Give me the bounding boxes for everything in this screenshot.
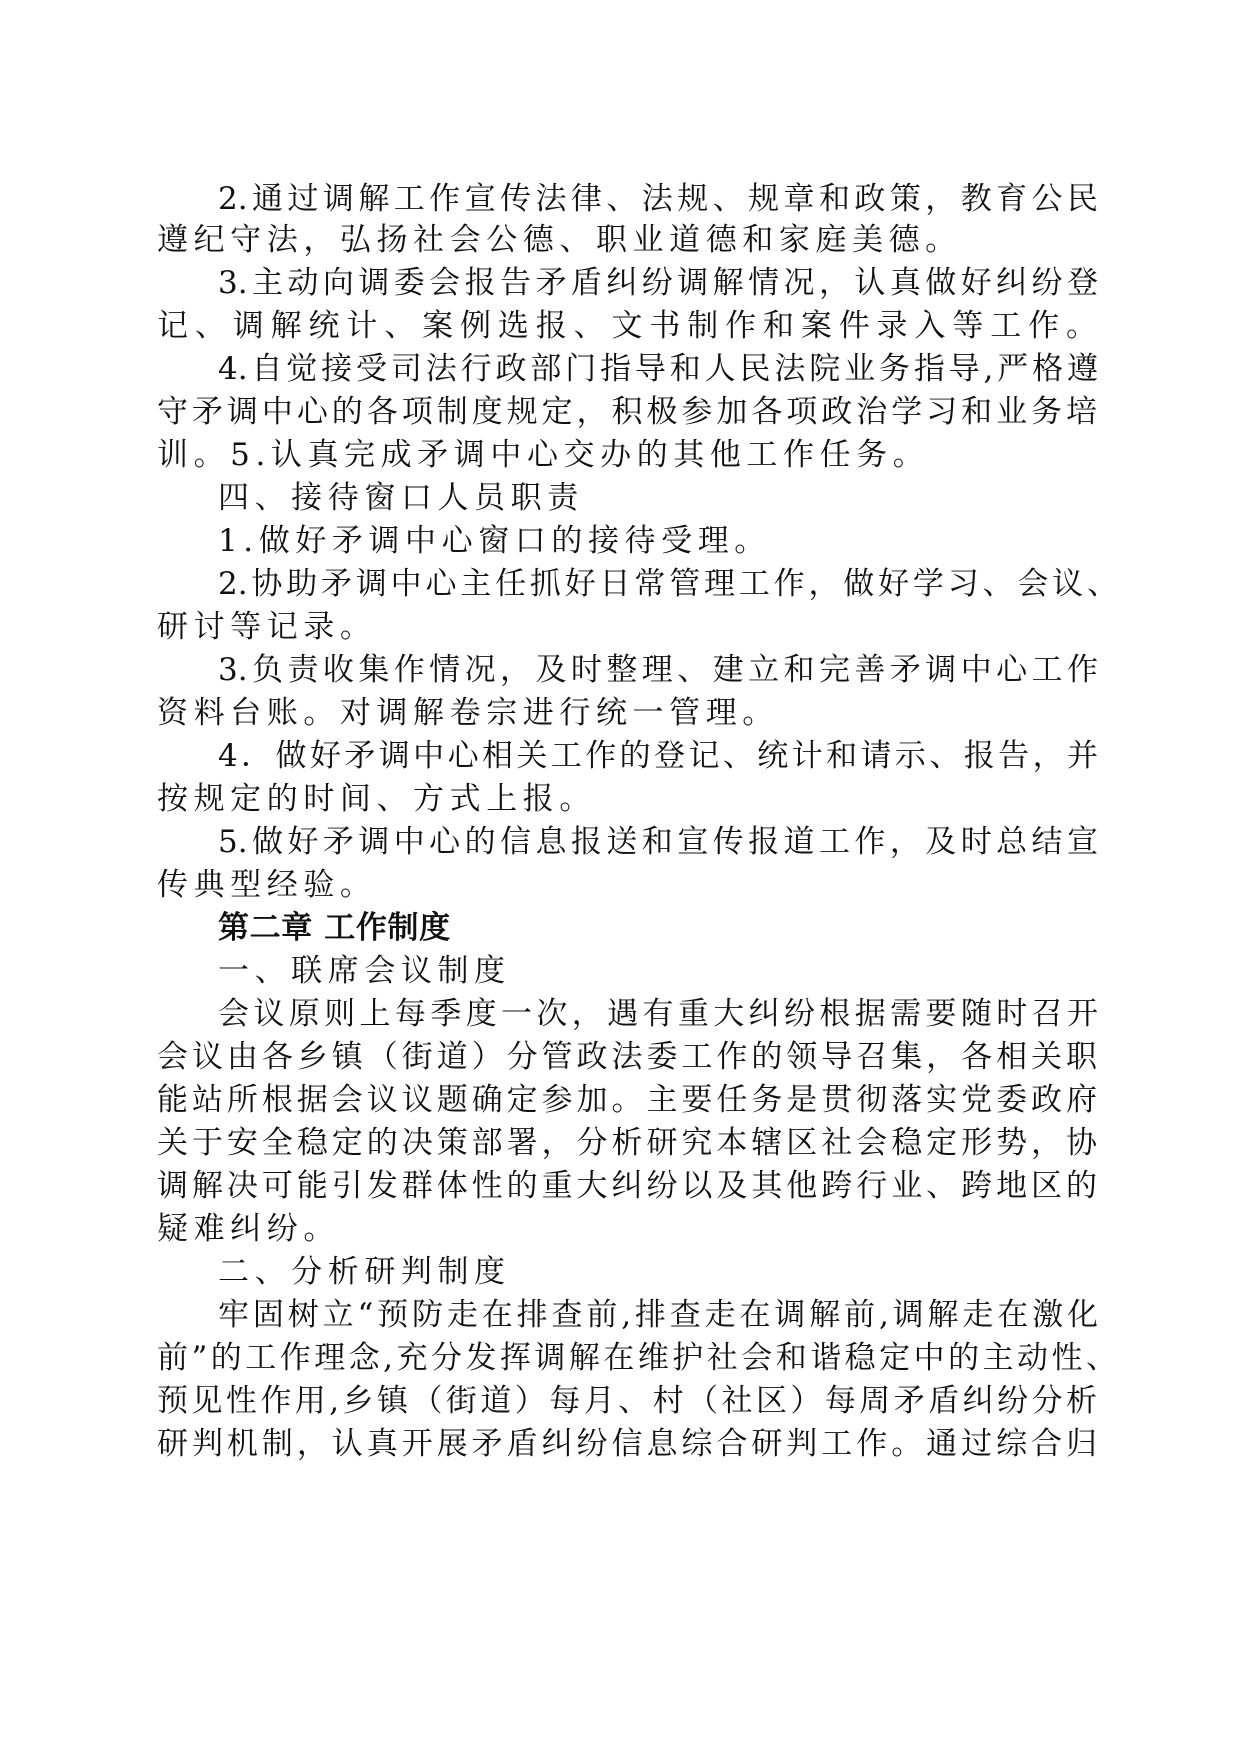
paragraph-line: 守矛调中心的各项制度规定，积极参加各项政治学习和业务培: [157, 394, 1097, 430]
paragraph-line: 3.主动向调委会报告矛盾纠纷调解情况，认真做好纠纷登: [218, 265, 1098, 301]
paragraph-line: 会议由各乡镇（街道）分管政法委工作的领导召集，各相关职: [157, 1039, 1097, 1075]
paragraph-line: 3.负责收集作情况，及时整理、建立和完善矛调中心工作: [218, 652, 1098, 688]
paragraph-line: 牢固树立“预防走在排查前,排查走在调解前,调解走在激化: [218, 1297, 1098, 1333]
paragraph-line: 调解决可能引发群体性的重大纠纷以及其他跨行业、跨地区的: [157, 1168, 1097, 1204]
paragraph-line: 2.协助矛调中心主任抓好日常管理工作，做好学习、会议、: [218, 566, 1118, 602]
paragraph-line: 2.通过调解工作宣传法律、法规、规章和政策，教育公民: [218, 181, 1098, 217]
paragraph-line: 训。5.认真完成矛调中心交办的其他工作任务。: [157, 437, 930, 473]
paragraph-line: 记、调解统计、案例选报、文书制作和案件录入等工作。: [157, 308, 1097, 344]
section-heading: 一、联席会议制度: [218, 953, 511, 989]
paragraph-line: 预见性作用,乡镇（街道）每月、村（社区）每周矛盾纠纷分析: [157, 1383, 1097, 1419]
paragraph-line: 前”的工作理念,充分发挥调解在维护社会和谐稳定中的主动性、: [157, 1340, 1117, 1376]
paragraph-line: 5.做好矛调中心的信息报送和宣传报道工作，及时总结宣: [218, 824, 1098, 860]
paragraph-line: 关于安全稳定的决策部署，分析研究本辖区社会稳定形势，协: [157, 1125, 1097, 1161]
paragraph-line: 研判机制，认真开展矛盾纠纷信息综合研判工作。通过综合归: [157, 1426, 1097, 1462]
paragraph-line: 能站所根据会议议题确定参加。主要任务是贯彻落实党委政府: [157, 1082, 1097, 1118]
paragraph-line: 1.做好矛调中心窗口的接待受理。: [218, 523, 771, 559]
section-heading: 二、分析研判制度: [218, 1254, 511, 1290]
paragraph-line: 会议原则上每季度一次，遇有重大纠纷根据需要随时召开: [218, 996, 1098, 1032]
paragraph-line: 疑难纠纷。: [157, 1211, 340, 1247]
paragraph-line: 4．做好矛调中心相关工作的登记、统计和请示、报告，并: [218, 738, 1098, 774]
paragraph-line: 研讨等记录。: [157, 609, 377, 645]
paragraph-line: 4.自觉接受司法行政部门指导和人民法院业务指导,严格遵: [218, 351, 1098, 387]
paragraph-line: 传典型经验。: [157, 867, 377, 903]
paragraph-line: 遵纪守法，弘扬社会公德、职业道德和家庭美德。: [157, 222, 962, 258]
section-heading: 四、接待窗口人员职责: [218, 480, 584, 516]
chapter-heading: 第二章 工作制度: [218, 910, 451, 946]
paragraph-line: 按规定的时间、方式上报。: [157, 781, 596, 817]
paragraph-line: 资料台账。对调解卷宗进行统一管理。: [157, 695, 779, 731]
